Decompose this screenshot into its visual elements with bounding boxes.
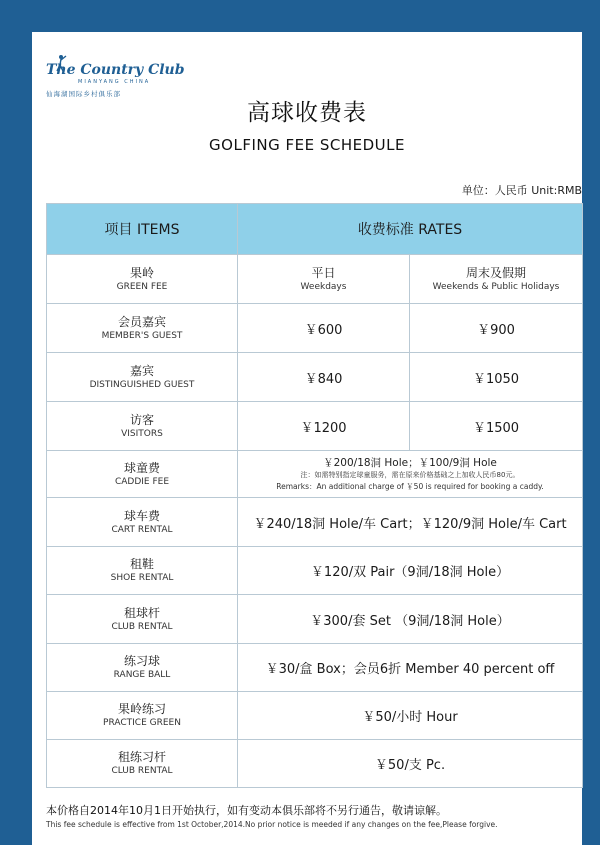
item-name-cn: 果岭 <box>129 265 154 280</box>
club-logo <box>46 62 185 98</box>
page-title-english: GOLFING FEE SCHEDULE <box>209 136 405 154</box>
item-name-en: CLUB RENTAL <box>111 621 173 632</box>
footer-note-en: This fee schedule is effective from 1st October,2014.No prior notice is meeded if any changes on the fee,Please forgive. <box>46 820 498 829</box>
item-name-cn: 租球杆 <box>123 605 160 620</box>
caddie-remark-en: Remarks：An additional charge of ￥50 is required for booking a caddy. <box>276 481 544 491</box>
weekdays-label-en: Weekdays <box>300 281 347 292</box>
item-name-cn: 租练习杆 <box>117 750 166 764</box>
logo-chinese-name: 仙海湖国际乡村俱乐部 <box>46 90 121 98</box>
header-rates: 收费标准 RATES <box>238 204 583 255</box>
table-row <box>47 304 583 353</box>
table-row <box>47 547 583 595</box>
item-name-cn: 租鞋 <box>129 557 154 571</box>
weekend-header-cell <box>410 255 583 304</box>
currency-unit: 单位：人民币 Unit:RMB <box>461 184 582 197</box>
item-name-en: RANGE BALL <box>113 670 171 680</box>
weekends-label-en: Weekends & Public Holidays <box>432 281 560 292</box>
item-cell <box>47 304 238 353</box>
item-name-en: CLUB RENTAL <box>111 766 173 776</box>
weekend-rate: ￥1050 <box>410 353 583 402</box>
table-row <box>47 595 583 644</box>
page-title-chinese: 高球收费表 <box>247 100 367 126</box>
weekday-rate: ￥840 <box>238 353 410 402</box>
item-name-cn: 球车费 <box>123 508 160 523</box>
item-name-cn: 练习球 <box>123 654 160 668</box>
item-name-cn: 嘉宾 <box>129 363 154 378</box>
weekends-label-cn: 周末及假期 <box>466 265 527 280</box>
item-cell <box>47 255 238 304</box>
item-name-en: GREEN FEE <box>116 281 168 292</box>
item-name-cn: 果岭练习 <box>117 702 166 716</box>
fee-schedule-page <box>32 32 582 845</box>
rate-value: ￥50/小时 Hour <box>238 692 583 740</box>
rate-value: ￥120/双 Pair（9洞/18洞 Hole） <box>238 547 583 595</box>
table-header-row <box>47 204 583 255</box>
logo-subtitle: MIANYANG CHINA <box>78 79 151 85</box>
table-row <box>47 255 583 304</box>
table-row <box>47 402 583 451</box>
rate-value: ￥50/支 Pc. <box>238 740 583 788</box>
item-cell <box>47 740 238 788</box>
weekdays-label-cn: 平日 <box>311 265 336 280</box>
item-name-cn: 访客 <box>129 412 154 427</box>
item-name-en: SHOE RENTAL <box>110 573 174 583</box>
weekday-rate: ￥600 <box>238 304 410 353</box>
item-name-cn: 球童费 <box>123 460 160 475</box>
table-row <box>47 353 583 402</box>
header-items: 项目 ITEMS <box>47 204 238 255</box>
caddie-note-cn: 注：如需特别指定球童服务，需在原来价格基础之上加收人民币80元。 <box>300 470 520 479</box>
item-name-en: CADDIE FEE <box>114 476 170 487</box>
caddie-rate: ￥200/18洞 Hole；￥100/9洞 Hole <box>323 456 497 469</box>
rate-value: ￥30/盒 Box；会员6折 Member 40 percent off <box>238 644 583 692</box>
item-cell <box>47 451 238 498</box>
weekday-rate: ￥1200 <box>238 402 410 451</box>
golfer-logo-icon <box>54 54 68 72</box>
footer-note-cn: 本价格自2014年10月1日开始执行，如有变动本俱乐部将不另行通告，敬请谅解。 <box>46 804 447 817</box>
weekend-rate: ￥900 <box>410 304 583 353</box>
weekday-header-cell <box>238 255 410 304</box>
rate-value: ￥300/套 Set （9洞/18洞 Hole） <box>238 595 583 644</box>
item-cell <box>47 692 238 740</box>
item-name-cn: 会员嘉宾 <box>117 314 166 329</box>
logo-title: The Country Club <box>46 62 185 78</box>
rate-value: ￥240/18洞 Hole/车 Cart；￥120/9洞 Hole/车 Cart <box>238 498 583 547</box>
table-row <box>47 740 583 788</box>
table-row <box>47 498 583 547</box>
item-cell <box>47 644 238 692</box>
item-cell <box>47 353 238 402</box>
caddie-rate-cell <box>238 451 583 498</box>
item-name-en: PRACTICE GREEN <box>103 718 181 728</box>
item-name-en: CART RENTAL <box>111 524 173 535</box>
item-cell <box>47 498 238 547</box>
item-cell <box>47 402 238 451</box>
table-row <box>47 692 583 740</box>
item-name-en: VISITORS <box>121 428 163 439</box>
item-name-en: MEMBER'S GUEST <box>101 330 183 341</box>
table-row <box>47 644 583 692</box>
item-cell <box>47 547 238 595</box>
table-row <box>47 451 583 498</box>
item-name-en: DISTINGUISHED GUEST <box>89 379 195 390</box>
weekend-rate: ￥1500 <box>410 402 583 451</box>
item-cell <box>47 595 238 644</box>
fee-table <box>46 203 583 788</box>
